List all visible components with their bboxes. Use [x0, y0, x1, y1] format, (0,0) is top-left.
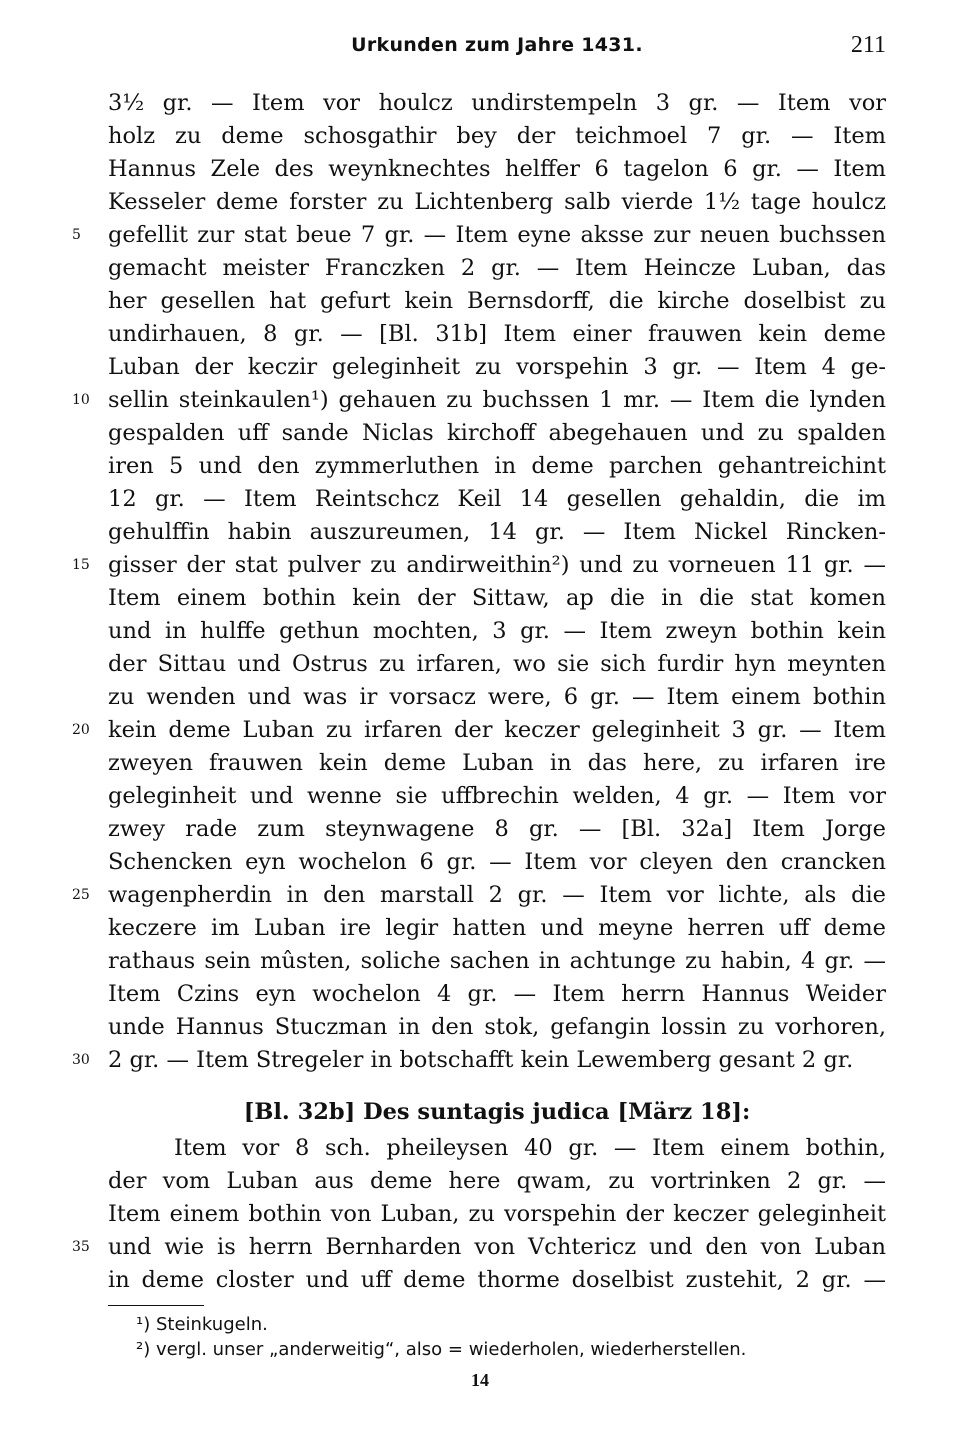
line-number [72, 582, 100, 615]
line-number [72, 483, 100, 516]
text-line: kein deme Luban zu irfaren der keczer geleginheit 3 gr. — Item [108, 717, 886, 743]
line-number [72, 87, 100, 120]
text-line: in deme closter und uff deme thorme doselbist zustehit, 2 gr. — [108, 1267, 886, 1293]
text-line: 3½ gr. — Item vor houlcz undirstempeln 3 gr. — Item vor [108, 90, 886, 116]
line-number [72, 945, 100, 978]
text-line: geleginheit und wenne sie uffbrechin welden, 4 gr. — Item vor [108, 783, 886, 809]
text-line: gespalden uff sande Niclas kirchoff abegehauen und zu spalden [108, 420, 886, 446]
line-number [72, 417, 100, 450]
line-number [72, 1264, 100, 1297]
line-number: 5 [72, 227, 81, 243]
text-line: 12 gr. — Item Reintschcz Keil 14 gesellen gehaldin, die im [108, 486, 886, 512]
line-number [72, 780, 100, 813]
text-line: sellin steinkaulen¹) gehauen zu buchssen 1 mr. — Item die lynden [108, 387, 886, 413]
text-line: gisser der stat pulver zu andirweithin²) und zu vorneuen 11 gr. — [108, 552, 886, 578]
line-number [72, 747, 100, 780]
line-number: 15 [72, 557, 90, 573]
text-line: der vom Luban aus deme here qwam, zu vortrinken 2 gr. — [108, 1168, 886, 1194]
text-line: keczere im Luban ire legir hatten und meyne herren uff deme [108, 915, 886, 941]
line-number [72, 318, 100, 351]
text-line: zwey rade zum steynwagene 8 gr. — [Bl. 32a] Item Jorge [108, 816, 886, 842]
text-line: Item vor 8 sch. pheileysen 40 gr. — Item einem bothin, [174, 1135, 886, 1161]
line-number [72, 912, 100, 945]
line-number [72, 1198, 100, 1231]
text-line: Luban der keczir geleginheit zu vorspehin 3 gr. — Item 4 ge- [108, 354, 886, 380]
line-number [72, 351, 100, 384]
text-line: gefellit zur stat beue 7 gr. — Item eyne aksse zur neuen buchssen [108, 222, 886, 248]
text-line: Kesseler deme forster zu Lichtenberg salb vierde 1½ tage houlcz [108, 189, 886, 215]
footnote: ²) vergl. unser „anderweitig“, also = wiederholen, wiederherstellen. [136, 1339, 747, 1360]
text-line: und wie is herrn Bernharden von Vchtericz und den von Luban [108, 1234, 886, 1260]
line-number [72, 615, 100, 648]
text-line: der Sittau und Ostrus zu irfaren, wo sie sich furdir hyn meynten [108, 651, 886, 677]
text-line: holz zu deme schosgathir bey der teichmoel 7 gr. — Item [108, 123, 886, 149]
page-number: 211 [850, 32, 886, 58]
line-number: 30 [72, 1052, 90, 1068]
line-number: 10 [72, 392, 90, 408]
text-line: gemacht meister Franczken 2 gr. — Item Heincze Luban, das [108, 255, 886, 281]
line-number [72, 1011, 100, 1044]
line-number [72, 1165, 100, 1198]
text-line: her gesellen hat gefurt kein Bernsdorff, die kirche doselbist zu [108, 288, 886, 314]
line-number [72, 1132, 100, 1165]
line-number [72, 186, 100, 219]
running-title: Urkunden zum Jahre 1431. [351, 34, 643, 56]
text-line: 2 gr. — Item Stregeler in botschafft kein Lewemberg gesant 2 gr. [108, 1047, 854, 1073]
text-line: unde Hannus Stuczman in den stok, gefangin lossin zu vorhoren, [108, 1014, 886, 1040]
running-header [108, 30, 886, 70]
text-line: Item einem bothin kein der Sittaw, ap die in die stat komen [108, 585, 886, 611]
line-number: 25 [72, 887, 90, 903]
line-number: 20 [72, 722, 90, 738]
line-number [72, 450, 100, 483]
text-line: Hannus Zele des weynknechtes helffer 6 tagelon 6 gr. — Item [108, 156, 886, 182]
line-number: 35 [72, 1239, 90, 1255]
text-line: Item einem bothin von Luban, zu vorspehin der keczer geleginheit [108, 1201, 886, 1227]
footnote-rule [108, 1305, 204, 1306]
line-number [72, 648, 100, 681]
section-heading: [Bl. 32b] Des suntagis judica [März 18]: [243, 1099, 751, 1125]
text-line: Item Czins eyn wochelon 4 gr. — Item herrn Hannus Weider [108, 981, 886, 1007]
line-number [72, 285, 100, 318]
text-line: undirhauen, 8 gr. — [Bl. 31b] Item einer frauwen kein deme [108, 321, 886, 347]
line-number [72, 846, 100, 879]
text-line: iren 5 und den zymmerluthen in deme parchen gehantreichint [108, 453, 886, 479]
line-number [72, 978, 100, 1011]
line-number [72, 681, 100, 714]
line-number [72, 252, 100, 285]
text-line: Schencken eyn wochelon 6 gr. — Item vor cleyen den crancken [108, 849, 886, 875]
line-number [72, 120, 100, 153]
line-number [72, 516, 100, 549]
footnote: ¹) Steinkugeln. [136, 1314, 268, 1335]
line-number [72, 153, 100, 186]
signature-mark: 14 [471, 1370, 489, 1390]
text-line: gehulffin habin auszureumen, 14 gr. — Item Nickel Rincken- [108, 519, 886, 545]
text-line: und in hulffe gethun mochten, 3 gr. — Item zweyn bothin kein [108, 618, 886, 644]
text-line: zweyen frauwen kein deme Luban in das here, zu irfaren ire [108, 750, 886, 776]
line-number [72, 813, 100, 846]
text-line: zu wenden und was ir vorsacz were, 6 gr. — Item einem bothin [108, 684, 886, 710]
text-line: rathaus sein mûsten, soliche sachen in achtunge zu habin, 4 gr. — [108, 948, 886, 974]
text-line: wagenpherdin in den marstall 2 gr. — Item vor lichte, als die [108, 882, 886, 908]
